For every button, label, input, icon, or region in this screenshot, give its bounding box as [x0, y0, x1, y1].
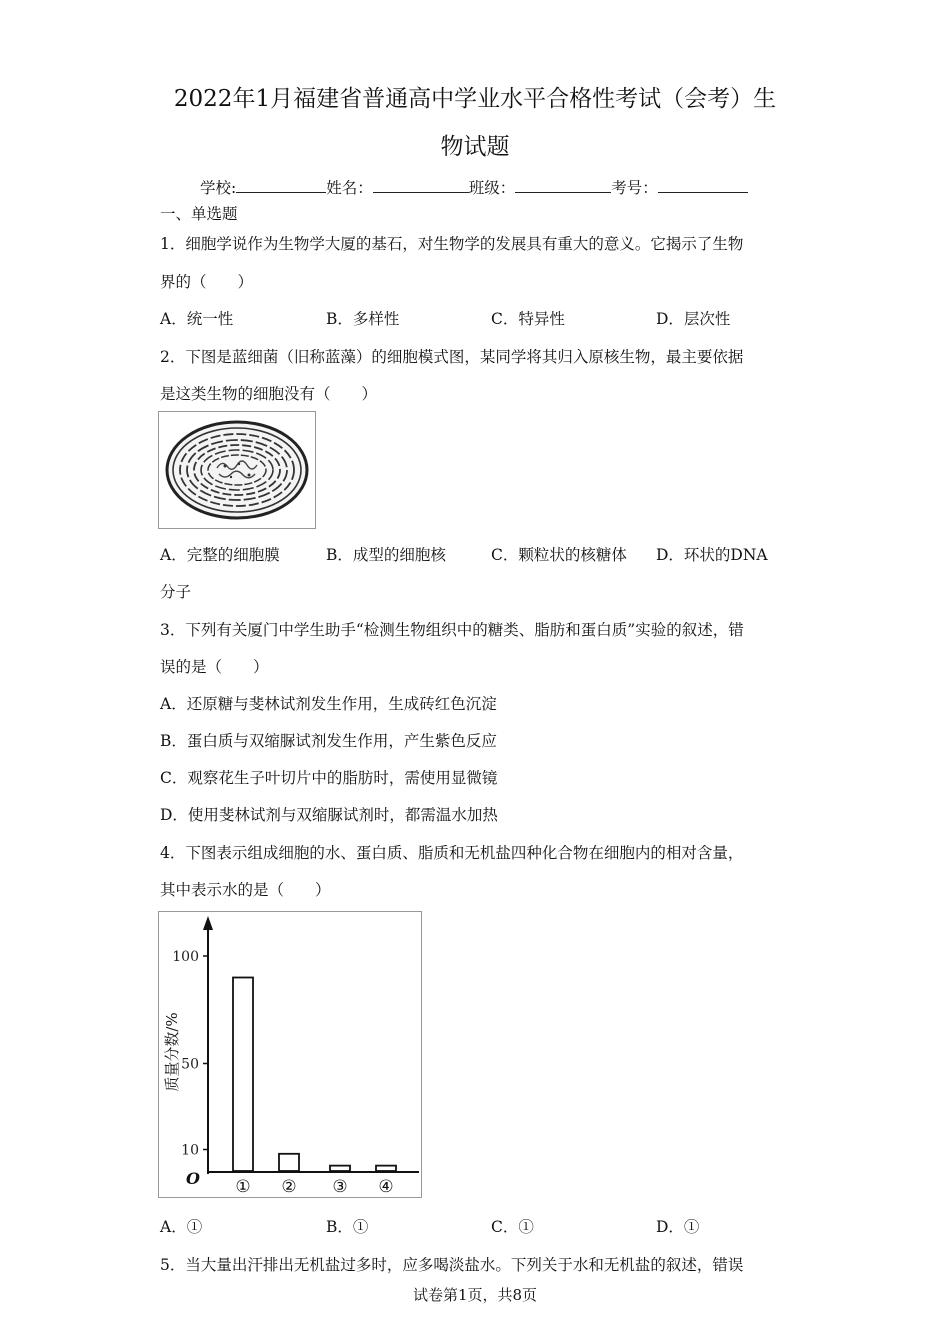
q3-stem-line2: 误的是（ ） — [160, 658, 269, 676]
exam-title-line2: 物试题 — [440, 134, 510, 160]
bar-2 — [279, 1154, 299, 1171]
q5-stem-line1: 5．当大量出汗排出无机盐过多时，应多喝淡盐水。下列关于水和无机盐的叙述，错误 — [160, 1256, 744, 1274]
category-label: ③ — [332, 1177, 348, 1197]
q1-stem-line1: 1．细胞学说作为生物学大厦的基石，对生物学的发展具有重大的意义。它揭示了生物 — [160, 235, 744, 253]
q2-option-d[interactable]: D．环状的DNA — [656, 546, 768, 564]
class-label: 班级： — [468, 179, 516, 197]
category-label: ② — [281, 1177, 297, 1197]
q2-stem-line2: 是这类生物的细胞没有（ ） — [160, 385, 378, 403]
page-footer: 试卷第1页，共8页 — [412, 1286, 538, 1304]
school-label: 学校: — [200, 179, 237, 197]
cyanobacteria-figure — [158, 411, 316, 529]
name-blank[interactable] — [373, 178, 469, 193]
exam-no-blank[interactable] — [658, 178, 748, 193]
student-info-line — [200, 176, 748, 198]
bar-4 — [376, 1166, 396, 1171]
bar-3 — [330, 1166, 350, 1171]
q3-option-c[interactable]: C．观察花生子叶切片中的脂肪时，需使用显微镜 — [160, 769, 498, 787]
q2-option-b[interactable]: B．成型的细胞核 — [326, 546, 446, 564]
bar-1 — [233, 978, 253, 1172]
bar-chart-svg — [159, 912, 421, 1197]
q2-option-c[interactable]: C．颗粒状的核糖体 — [491, 546, 627, 564]
y-axis-arrow — [203, 916, 213, 930]
q4-stem-line1: 4．下图表示组成细胞的水、蛋白质、脂质和无机盐四种化合物在细胞内的相对含量， — [160, 844, 744, 862]
q4-option-a[interactable]: A．① — [160, 1218, 203, 1236]
q1-option-c[interactable]: C．特异性 — [491, 310, 565, 328]
q1-option-b[interactable]: B．多样性 — [326, 310, 400, 328]
q3-option-a[interactable]: A．还原糖与斐林试剂发生作用，生成砖红色沉淀 — [160, 695, 497, 713]
q3-option-d[interactable]: D．使用斐林试剂与双缩脲试剂时，都需温水加热 — [160, 806, 498, 824]
category-label: ④ — [378, 1177, 394, 1197]
q1-option-d[interactable]: D．层次性 — [656, 310, 731, 328]
origin-label: O — [186, 1169, 200, 1188]
name-label: 姓名： — [326, 179, 373, 197]
q4-option-b[interactable]: B．① — [326, 1218, 369, 1236]
q1-stem-line2: 界的（ ） — [160, 273, 254, 291]
exam-title-line1: 2022年1月福建省普通高中学业水平合格性考试（会考）生 — [173, 86, 777, 112]
exam-no-label: 考号： — [611, 179, 658, 197]
q3-stem-line1: 3．下列有关厦门中学生助手“检测生物组织中的糖类、脂肪和蛋白质”实验的叙述，错 — [160, 621, 744, 639]
y-tick-label: 10 — [181, 1142, 199, 1159]
section-heading: 一、单选题 — [160, 205, 238, 223]
q2-option-d-continued: 分子 — [160, 583, 192, 601]
y-axis-label: 质量分数/% — [163, 1012, 181, 1092]
class-blank[interactable] — [515, 178, 611, 193]
compound-content-chart — [158, 911, 422, 1198]
q4-stem-line2: 其中表示水的是（ ） — [160, 881, 331, 899]
y-tick-label: 100 — [172, 949, 199, 965]
category-label: ① — [235, 1177, 251, 1197]
q1-option-a[interactable]: A．统一性 — [160, 310, 234, 328]
q3-option-b[interactable]: B．蛋白质与双缩脲试剂发生作用，产生紫色反应 — [160, 732, 497, 750]
q2-option-a[interactable]: A．完整的细胞膜 — [160, 546, 280, 564]
q2-stem-line1: 2．下图是蓝细菌（旧称蓝藻）的细胞模式图，某同学将其归入原核生物，最主要依据 — [160, 348, 744, 366]
cyanobacteria-cell-illustration — [159, 412, 315, 528]
y-tick-label: 50 — [181, 1056, 199, 1073]
q4-option-d[interactable]: D．① — [656, 1218, 700, 1236]
q4-option-c[interactable]: C．① — [491, 1218, 534, 1236]
school-blank[interactable] — [236, 178, 326, 193]
